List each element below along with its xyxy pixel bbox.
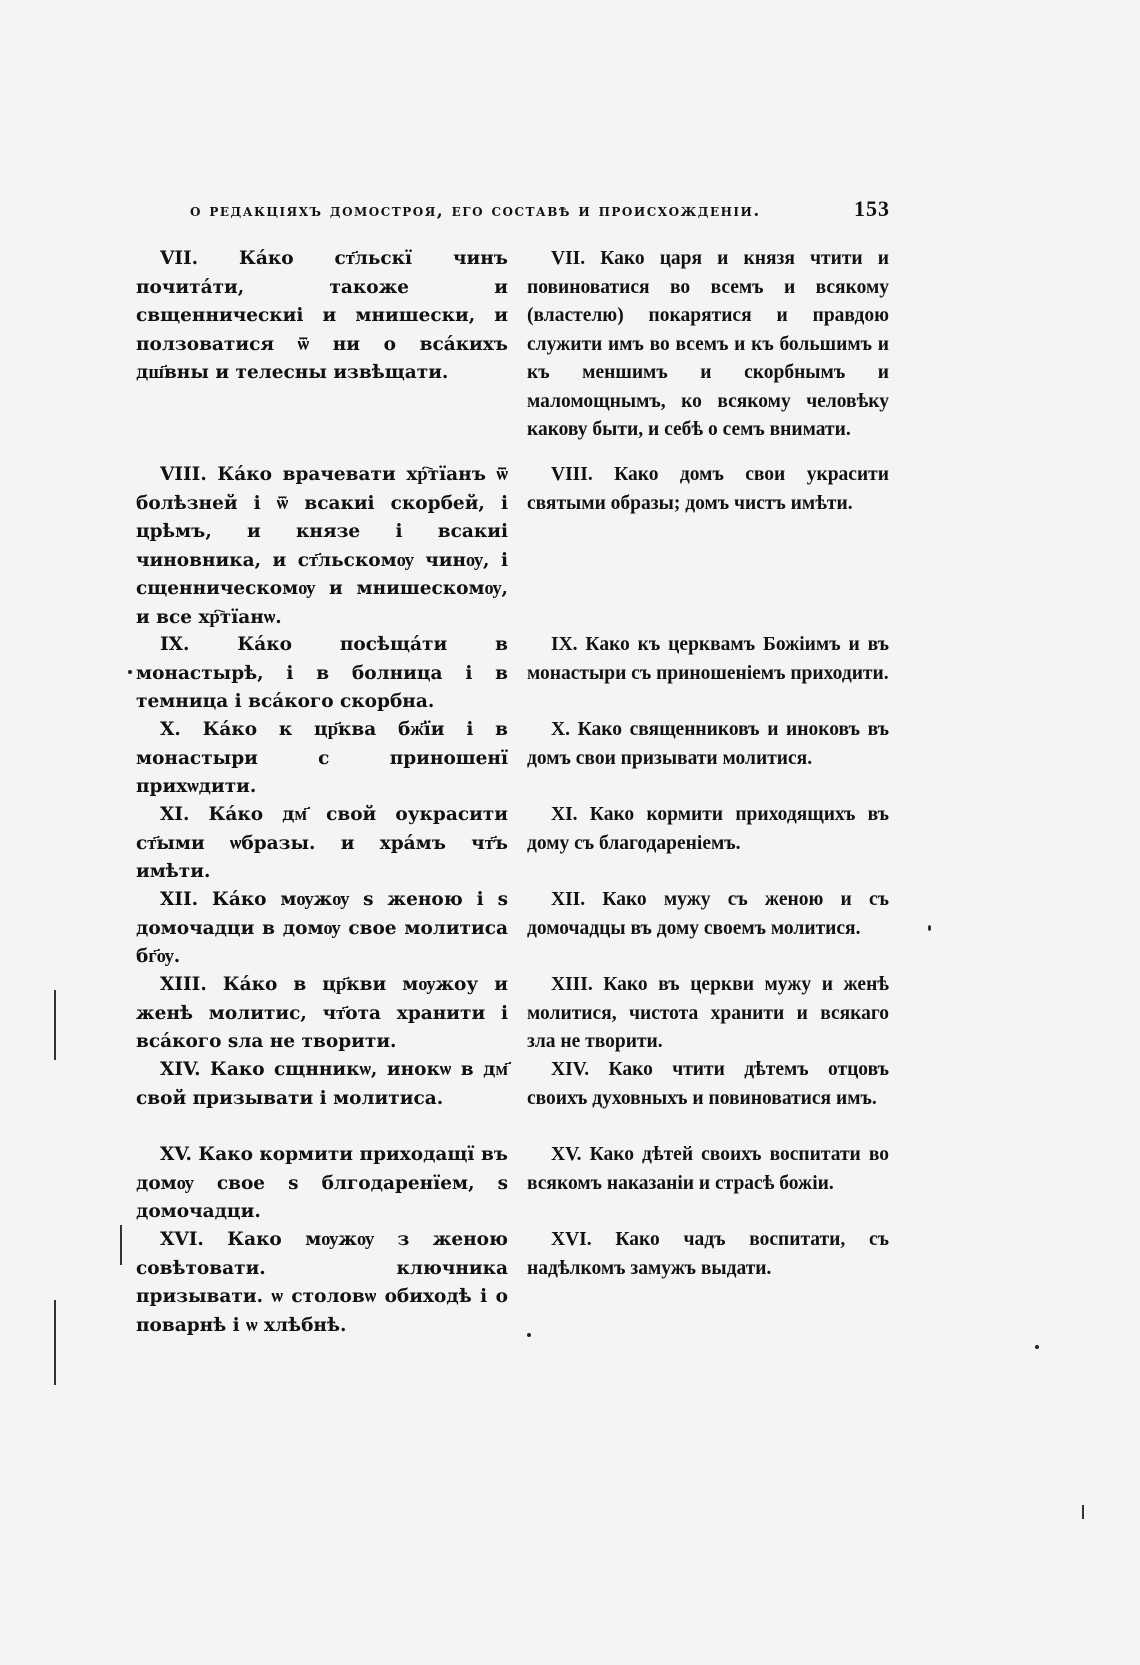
left-entry-xv: XV. Како кормити приходащї въ домѹ свое ѕ блгодаренїем, ѕ домочадци.	[136, 1144, 508, 1222]
right-entry-vii: VII. Како царя и князя чтити и повиноватися во всемъ и всякому (властелю) покарятися и правдою служити имъ во всемъ и къ большимъ и къ меншимъ и скорбнымъ и маломощнымъ, ко всякому человѣку какову быти, и себѣ о семъ внимати.	[527, 248, 889, 440]
right-entry-xi: XI. Како кормити приходящихъ въ дому съ благодареніемъ.	[527, 804, 889, 854]
left-entry-x: X. Ка́ко к цр҃ква бж҃їи і в монастыри с приношенї прихѡдити.	[136, 719, 508, 797]
running-header	[190, 196, 890, 222]
left-entry-xi: XI. Ка́ко дм҃ свой оукрасити ст҃ыми ѡбразы. и хра́мъ чт҃ъ имѣти.	[136, 804, 508, 882]
left-entry-vii: VII. Ка́ко ст҃льскї чинъ почита́ти, такоже и свщенническиі и мнишески, и ползоватися ѿ ни о вса́кихъ дш҃вны и телесны извѣщати.	[136, 248, 508, 383]
scan-speck	[1035, 1345, 1039, 1349]
left-entry-viii: VIII. Ка́ко врачевати хр҇тїанъ ѿ болѣзней і ѿ всакиі скорбей, і црҍмъ, и князе і всакиі чиновника, и ст҃льскомѹ чинѹ, і сщенническомѹ и мнишескомѹ, и все хр҇тїанѡ.	[136, 464, 508, 628]
right-entry-viii: VIII. Како домъ свои украсити святыми образы; домъ чистъ имѣти.	[527, 464, 889, 514]
left-entry-xii: XII. Ка́ко мѹжѹ ѕ женою і ѕ домочадци в домѹ свое молитиса бг҃ѹ.	[136, 889, 508, 967]
running-title: о редакціяхъ домостроя, его составѣ и происхожденіи.	[190, 201, 761, 221]
right-entry-xii: XII. Како мужу съ женою и съ домочадцы въ дому своемъ молитися.	[527, 889, 889, 939]
right-entry-xvi: XVI. Како чадъ воспитати, съ надѣлкомъ замужъ выдати.	[527, 1229, 889, 1279]
right-entry-ix: IX. Како къ церквамъ Божіимъ и въ монастыри съ приношеніемъ приходити.	[527, 634, 889, 684]
left-entry-xiii: XIII. Ка́ко в цр҃кви мѹжоу и женѣ молитис, чт҃ота хранити і вса́кого ѕла не творити.	[136, 974, 508, 1052]
right-entry-xiv: XIV. Како чтити дѣтемъ отцовъ своихъ духовныхъ и повиноватися имъ.	[527, 1059, 889, 1109]
scan-mark-right	[1082, 1505, 1084, 1519]
right-entry-xiii: XIII. Како въ церкви мужу и женѣ молитися, чистота хранити и всякаго зла не творити.	[527, 974, 889, 1052]
scan-speck	[128, 670, 132, 674]
scan-speck	[928, 925, 931, 931]
right-entry-xv: XV. Како дѣтей своихъ воспитати во всякомъ наказаніи и страсѣ божіи.	[527, 1144, 889, 1194]
margin-bracket	[120, 1225, 122, 1265]
scan-mark-left	[54, 990, 56, 1060]
left-entry-ix: IX. Ка́ко посѣща́ти в монастырѣ, і в болница і в темница і вса́кого скорбна.	[136, 634, 508, 712]
page-number: 153	[854, 196, 890, 221]
scan-mark-left-lower	[54, 1300, 56, 1385]
left-entry-xvi: XVI. Како мѹжѹ з женою совѣтовати. ключника призывати. ѡ столовѡ обиходѣ і о поварнѣ і ѡ хлѣбнѣ.	[136, 1229, 508, 1336]
left-entry-xiv: XIV. Како сщнникѡ, инокѡ в дм҃ свой призывати і молитиса.	[136, 1059, 508, 1109]
right-entry-x: X. Како священниковъ и иноковъ въ домъ свои призывати молитися.	[527, 719, 889, 769]
scan-speck	[527, 1333, 531, 1337]
